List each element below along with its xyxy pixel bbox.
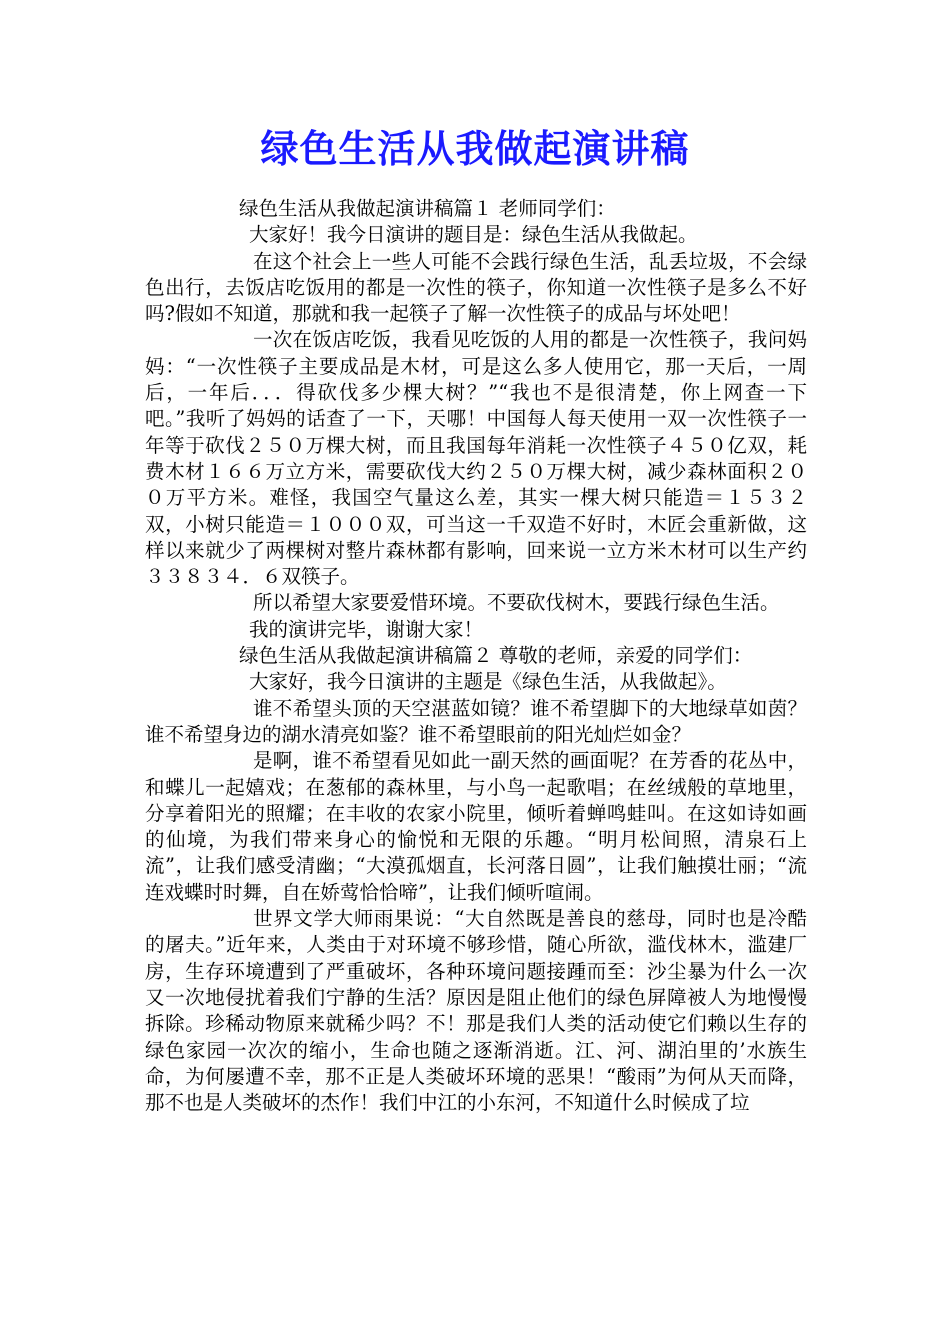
paragraph: 大家好，我今日演讲的主题是《绿色生活，从我做起》。 bbox=[249, 670, 727, 694]
paragraph: 在这个社会上一些人可能不会践行绿色生活，乱丢垃圾，不会绿色出行，去饭店吃饭用的都是一次性的筷子，你知道一次性筷子是多么不好吗?假如不知道，那就和我一起筷子了解一次性筷子的成品与坏处吧！ bbox=[145, 249, 807, 326]
document-body bbox=[145, 196, 807, 1116]
paragraph: 一次在饭店吃饭，我看见吃饭的人用的都是一次性筷子，我问妈妈：“一次性筷子主要成品是木材，可是这么多人使用它，那一天后，一周后，一年后．．．得砍伐多少棵大树？”“我也不是很清楚，你上网查一下吧。”我听了妈妈的话查了一下，天哪！中国每人每天使用一双一次性筷子一年等于砍伐２５０万棵大树，而且我国每年消耗一次性筷子４５０亿双，耗费木材１６６万立方米，需要砍伐大约２５０万棵大树，减少森林面积２００万平方米。难怪，我国空气量这么差，其实一棵大树只能造＝１５３２双，小树只能造＝１０００双，可当这一千双造不好时，木匠会重新做，这样以来就少了两棵树对整片森林都有影响，回来说一立方米木材可以生产约３３８３４．６双筷子。 bbox=[145, 328, 807, 589]
paragraph: 世界文学大师雨果说：“大自然既是善良的慈母，同时也是冷酷的屠夫。”近年来，人类由于对环境不够珍惜，随心所欲，滥伐林木，滥建厂房，生存环境遭到了严重破坏，各种环境问题接踵而至：沙尘暴为什么一次又一次地侵扰着我们宁静的生活？原因是阻止他们的绿色屏障被人为地慢慢拆除。珍稀动物原来就稀少吗？不！那是我们人类的活动使它们赖以生存的绿色家园一次次的缩小，生命也随之逐渐消逝。江、河、湖泊里的’水族生命，为何屡遭不幸，那不正是人类破坏环境的恶果！“酸雨”为何从天而降，那不也是人类破坏的杰作！我们中江的小东河，不知道什么时候成了垃 bbox=[145, 907, 807, 1115]
document-title: 绿色生活从我做起演讲稿 bbox=[260, 126, 690, 171]
paragraph: 绿色生活从我做起演讲稿篇１ 老师同学们： bbox=[239, 197, 616, 220]
paragraph: 是啊，谁不希望看见如此一副天然的画面呢？在芳香的花丛中，和蝶儿一起嬉戏；在葱郁的森林里，与小鸟一起歌唱；在丝绒般的草地里，分享着阳光的照耀；在丰收的农家小院里，倾听着蝉鸣蛙叫。在这如诗如画的仙境，为我们带来身心的愉悦和无限的乐趣。“明月松间照，清泉石上流”，让我们感受清幽；“大漠孤烟直，长河落日圆”，让我们触摸壮丽；“流连戏蝶时时舞，自在娇莺恰恰啼”，让我们倾听喧闹。 bbox=[145, 749, 807, 904]
paragraph: 绿色生活从我做起演讲稿篇２ 尊敬的老师，亲爱的同学们： bbox=[239, 644, 753, 668]
paragraph: 我的演讲完毕，谢谢大家！ bbox=[249, 617, 484, 641]
paragraph: 所以希望大家要爱惜环境。不要砍伐树木，要践行绿色生活。 bbox=[253, 591, 780, 615]
paragraph: 大家好！我今日演讲的题目是：绿色生活从我做起。 bbox=[249, 223, 698, 247]
paragraph: 谁不希望头顶的天空湛蓝如镜？谁不希望脚下的大地绿草如茵？谁不希望身边的湖水清亮如鉴？谁不希望眼前的阳光灿烂如金？ bbox=[145, 696, 807, 746]
